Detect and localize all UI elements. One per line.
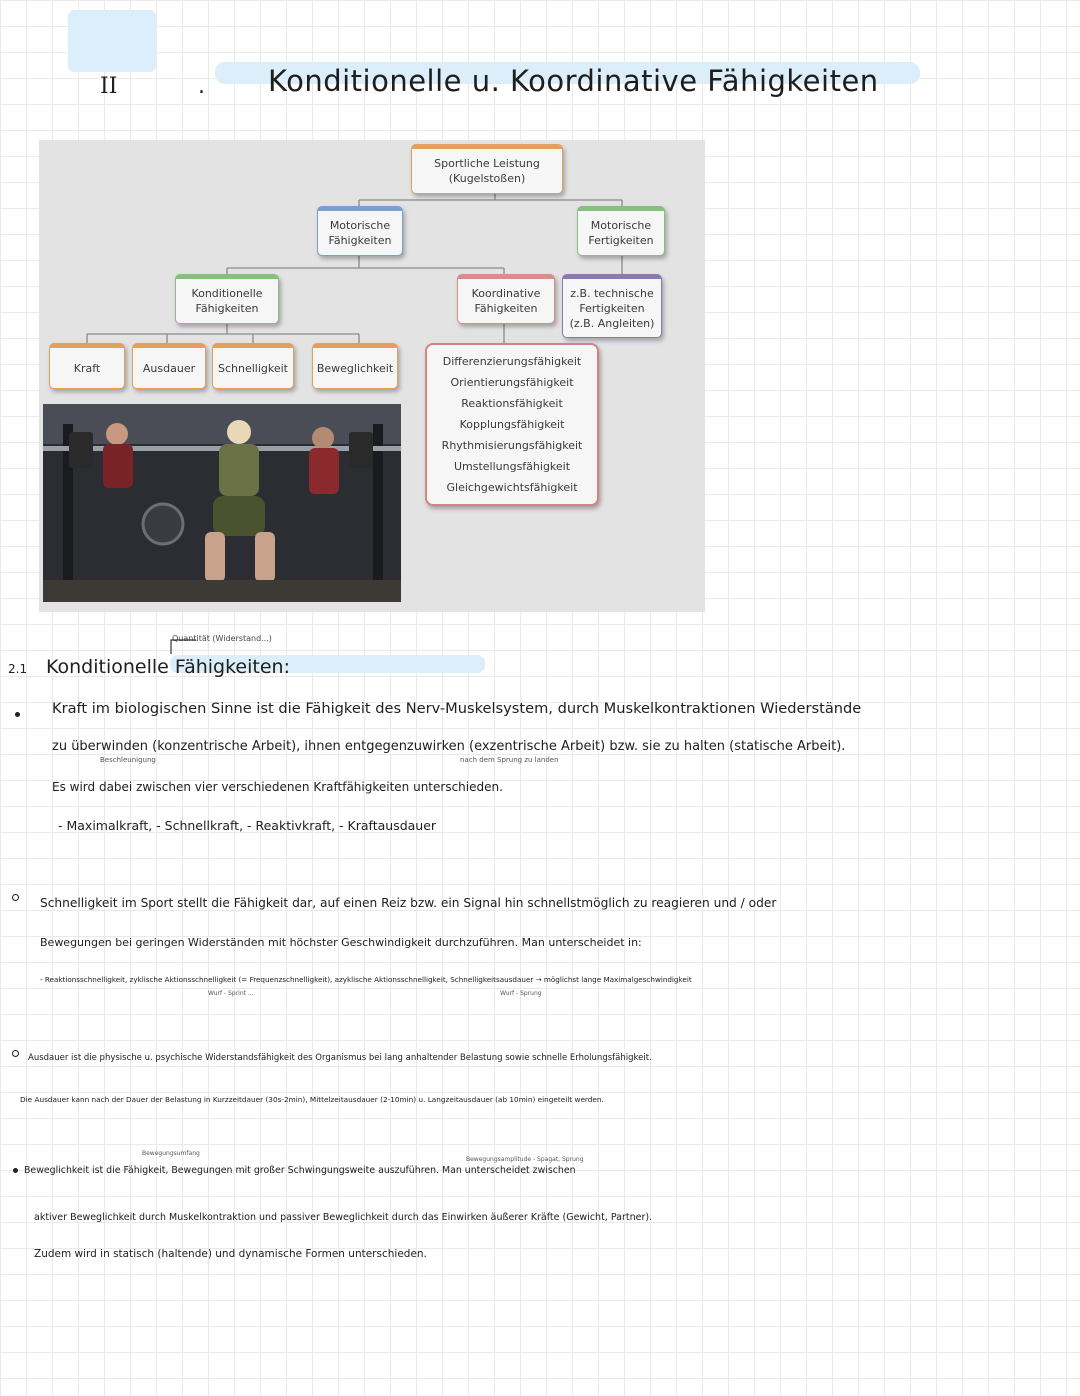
beweglichkeit-box xyxy=(312,343,398,389)
bullet-icon xyxy=(12,1050,19,1057)
section-heading: Konditionelle Fähigkeiten: xyxy=(46,656,290,678)
motor-abilities-box xyxy=(317,206,403,256)
ausdauer-label: Ausdauer xyxy=(142,361,196,375)
ausdauer-box xyxy=(132,343,206,389)
kraft-note-2: nach dem Sprung zu landen xyxy=(460,756,559,764)
schnelligkeit-note-2: Wurf - Sprung xyxy=(500,990,542,997)
coordinative-item: Kopplungsfähigkeit xyxy=(459,418,565,431)
chapter-roman-numeral: II xyxy=(100,74,118,99)
schnelligkeit-label: Schnelligkeit xyxy=(217,361,288,375)
kraft-line-1: Kraft im biologischen Sinne ist die Fähigkeit des Nerv-Muskelsystem, durch Muskelkontraktionen Wiederstände xyxy=(52,700,862,717)
weightlifting-photo xyxy=(43,404,401,602)
roman-highlight xyxy=(68,10,156,72)
coordinative-list xyxy=(425,343,599,506)
schnelligkeit-line-3: - Reaktionsschnelligkeit, zyklische Aktionsschnelligkeit (= Frequenzschnelligkeit), azyklische Aktionsschnelligkeit, Schnelligkeitsausdauer → möglichst lange Maximalgeschwindigkeit xyxy=(40,975,692,984)
kraft-line-2: zu überwinden (konzentrische Arbeit), ihnen entgegenzuwirken (exzentrische Arbeit) bzw. sie zu halten (statische Arbeit). xyxy=(52,739,846,754)
motor-skills-label: Motorische Fertigkeiten xyxy=(588,219,654,247)
technical-skills-label: z.B. technische Fertigkeiten (z.B. Angleiten) xyxy=(569,286,655,330)
note-bracket xyxy=(168,636,198,656)
sport-performance-box xyxy=(411,144,563,194)
kraft-line-4: - Maximalkraft, - Schnellkraft, - Reaktivkraft, - Kraftausdauer xyxy=(58,818,437,833)
schnelligkeit-note-1: Wurf - Sprint ... xyxy=(208,990,254,997)
kraft-line-3: Es wird dabei zwischen vier verschiedenen Kraftfähigkeiten unterschieden. xyxy=(52,780,503,794)
coordinative-item: Gleichgewichtsfähigkeit xyxy=(446,481,578,494)
coordinative-item: Reaktionsfähigkeit xyxy=(461,397,563,410)
sport-performance-label: Sportliche Leistung (Kugelstoßen) xyxy=(434,157,540,185)
page-title: Konditionelle u. Koordinative Fähigkeiten xyxy=(268,64,879,98)
beweglichkeit-note-1: Bewegungsumfang xyxy=(142,1150,200,1157)
coordinative-item: Umstellungsfähigkeit xyxy=(453,460,571,473)
conditional-abilities-label: Konditionelle Fähigkeiten xyxy=(191,287,263,315)
kraft-box xyxy=(49,343,125,389)
coordinative-item: Orientierungsfähigkeit xyxy=(450,376,574,389)
conditional-abilities-box xyxy=(175,274,279,324)
beweglichkeit-note-2: Bewegungsamplitude - Spagat, Sprung xyxy=(466,1156,584,1163)
bullet-icon xyxy=(13,1168,18,1173)
beweglichkeit-line-1: Beweglichkeit ist die Fähigkeit, Bewegungen mit großer Schwingungsweite auszuführen. Man unterscheidet zwischen xyxy=(24,1165,576,1176)
kraft-label: Kraft xyxy=(73,361,101,375)
motor-abilities-label: Motorische Fähigkeiten xyxy=(328,219,392,247)
section-number: 2.1 xyxy=(8,662,28,676)
quantity-note: Quantität (Widerstand...) xyxy=(172,634,272,643)
chapter-dot: . xyxy=(198,74,205,99)
weightlifting-illustration xyxy=(43,404,401,602)
schnelligkeit-line-2: Bewegungen bei geringen Widerständen mit höchster Geschwindigkeit durchzuführen. Man unterscheidet in: xyxy=(40,936,642,949)
ausdauer-line-1: Ausdauer ist die physische u. psychische Widerstandsfähigkeit des Organismus bei lang anhaltender Belastung sowie schnelle Erholungsfähigkeit. xyxy=(28,1053,652,1063)
coordinative-item: Differenzierungsfähigkeit xyxy=(442,355,582,368)
bullet-icon xyxy=(12,894,19,901)
diagram-photo xyxy=(39,140,705,612)
beweglichkeit-line-2: aktiver Beweglichkeit durch Muskelkontraktion und passiver Beweglichkeit durch das Einwirken äußerer Kräfte (Gewicht, Partner). xyxy=(34,1212,653,1223)
bullet-icon xyxy=(15,712,20,717)
schnelligkeit-box xyxy=(212,343,294,389)
coordinative-abilities-box xyxy=(457,274,555,324)
ausdauer-line-2: Die Ausdauer kann nach der Dauer der Belastung in Kurzzeitdauer (30s-2min), Mittelzeitausdauer (2-10min) u. Langzeitausdauer (ab 10min) eingeteilt werden. xyxy=(20,1095,604,1104)
coordinative-abilities-label: Koordinative Fähigkeiten xyxy=(471,287,541,315)
technical-skills-box xyxy=(562,274,662,338)
beweglichkeit-line-3: Zudem wird in statisch (haltende) und dynamische Formen unterschieden. xyxy=(34,1248,427,1260)
kraft-note-1: Beschleunigung xyxy=(100,756,156,764)
beweglichkeit-label: Beweglichkeit xyxy=(316,361,394,375)
motor-skills-box xyxy=(577,206,665,256)
coordinative-item: Rhythmisierungsfähigkeit xyxy=(441,439,583,452)
schnelligkeit-line-1: Schnelligkeit im Sport stellt die Fähigkeit dar, auf einen Reiz bzw. ein Signal hin schnellstmöglich zu reagieren und / oder xyxy=(40,896,777,910)
